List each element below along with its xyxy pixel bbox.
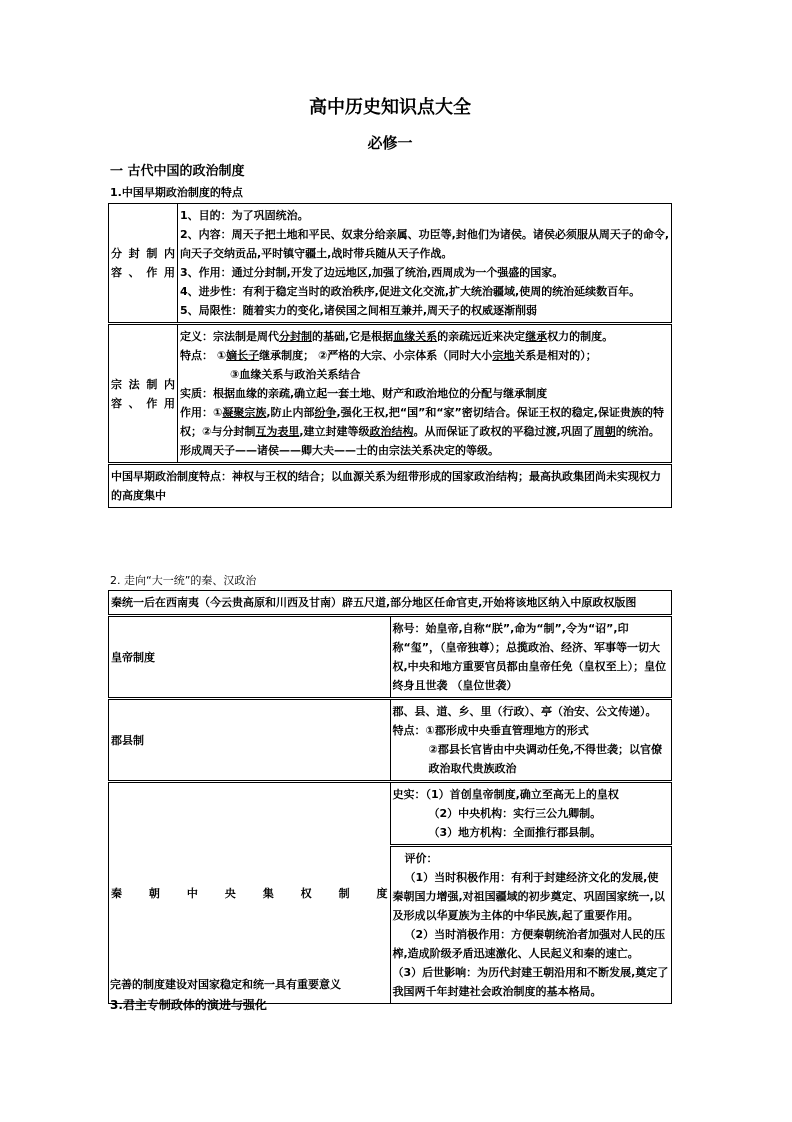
section-heading-1: 一 古代中国的政治制度 [110,164,245,179]
qin-fact-line: （3）地方机构：全面推行郡县制。 [428,826,602,839]
zongfa-essence: 实质：根据血缘的亲疏,确立起一套土地、财产和政治地位的分配与继承制度 [180,387,548,400]
fengjian-item: 2、内容：周天子把土地和平民、奴隶分给亲属、功臣等,封他们为诸侯。诸侯必须服从周天子的命令,向天子交纳贡品,平时镇守疆土,战时带兵随从天子作战。 [180,228,670,260]
text-span: 关系是相对的）； [514,349,597,362]
zongfa-role [180,403,669,460]
junxian-content [390,699,672,782]
junxian-line: 特点：①郡形成中央垂直管理地方的形式 [392,724,589,737]
section-heading-1-3: 3.君主专制政体的演进与强化 [110,998,267,1012]
text-span: 的亲疏远近来决定 [437,330,526,343]
table-row [109,324,672,464]
evaluation-line: （1）当时积极作用：有利于封建经济文化的发展,使秦朝国力增强,对祖国疆域的初步奠定、巩固国家统一,以及形成以华夏族为主体的中华民族,起了重要作用。 [392,871,665,922]
fengjian-content [178,204,672,324]
table-row [109,699,672,782]
early-politics-table [108,203,672,508]
page-title: 高中历史知识点大全 [309,97,471,118]
page-subtitle: 必修一 [367,134,413,152]
fengjian-item: 3、作用：通过分封制,开发了边远地区,加强了统治,西周成为一个强盛的国家。 [180,266,564,279]
fengjian-label: 分封制内容、作用 [109,204,178,324]
qin-fact-line: 史实：（1）首创皇帝制度,确立至高无上的皇权 [392,788,619,801]
underlined-term: 继承 [525,330,548,343]
text-span: 作用：① [180,406,223,419]
underlined-term: 分封制 [279,330,312,343]
zongfa-features [180,346,669,365]
table-row [109,204,672,324]
section-heading-1-1: 1.中国早期政治制度的特点 [110,186,243,199]
qin-han-table [108,590,672,1004]
text-span: ,强化王权,把“国”和“家”密切结合。保证王权的稳定,保证贵族的特权；②与分封制 [180,406,664,438]
text-span: 继承制度； ②严格的大宗、小宗体系（同时大小 [259,349,493,362]
underlined-term: 血缘关系 [393,330,438,343]
zongfa-label: 宗法制内容、作用 [109,324,178,464]
text-span: 权力的制度。 [547,330,614,343]
underlined-term: 互为表里 [255,425,300,438]
table-row [109,616,672,699]
text-span: 定义：宗法制是周代 [180,330,279,343]
text-span: ,防止内部 [266,406,315,419]
qin-central-evaluation [390,846,672,1004]
table-row [109,782,672,846]
underlined-term: 纷争 [314,406,337,419]
text-span: 的统治。形成周天子——诸侯——卿大夫——士的由宗法关系决定的等级。 [180,425,660,457]
evaluation-line: （2）当时消极作用：方便秦朝统治者加强对人民的压榨,造成阶级矛盾迅速激化、人民起义和秦的速亡。 [392,928,666,960]
junxian-line: ②郡县长官皆由中央调动任免,不得世袭；以官僚政治取代贵族政治 [428,743,662,775]
table-row [109,464,672,508]
underlined-term: 嫡长子 [226,349,260,362]
text-span: 。从而保证了政权的平稳过渡,巩固了 [413,425,594,438]
zongfa-definition [180,327,669,346]
huangdi-content: 称号：始皇帝,自称“朕”,命为“制”,令为“诏”,印称“玺”，（皇帝独尊）；总揽政治、经济、军事等一切大权,中央和地方重要官员都由皇帝任免（皇权至上）；皇位终身且世袭 （皇位世袭） [390,616,672,699]
table-row [109,591,672,616]
fengjian-item: 1、目的：为了巩固统治。 [180,209,309,222]
underlined-term: 周朝 [593,425,616,438]
text-span: 特点： ① [180,349,227,362]
zongfa-features-2: ③血缘关系与政治关系结合 [230,368,361,381]
fengjian-item: 4、进步性：有利于稳定当时的政治秩序,促进文化交流,扩大统治疆域,使周的统治延续数百年。 [180,285,641,298]
early-politics-summary: 中国早期政治制度特点：神权与王权的结合；以血源关系为纽带形成的国家政治结构；最高执政集团尚未实现权力的高度集中 [109,464,672,508]
huangdi-label: 皇帝制度 [109,616,391,699]
qin-fact-line: （2）中央机构：实行三公九卿制。 [428,807,602,820]
section-heading-1-2: 2. 走向“大一统”的秦、汉政治 [110,574,257,587]
text-span: ,建立封建等级 [299,425,370,438]
fengjian-item: 5、局限性：随着实力的变化,诸侯国之间相互兼并,周天子的权威逐渐削弱 [180,304,538,317]
underlined-term: 政治结构 [369,425,414,438]
evaluation-line: （3）后世影响：为历代封建王朝沿用和不断发展,奠定了我国两千年封建社会政治制度的基本格局。 [392,966,669,998]
text-span: 的基础,它是根据 [312,330,394,343]
qin-central-label: 秦朝中央集权制度 [109,782,391,1004]
evaluation-title: 评价： [404,852,438,865]
qin-central-facts [390,782,672,846]
junxian-line: 郡、县、道、乡、里（行政）、亭（治安、公文传递）。 [392,705,657,718]
junxian-label: 郡县制 [109,699,391,782]
underlined-term: 凝聚宗族 [222,406,267,419]
qin-intro: 秦统一后在西南夷（今云贵高原和川西及甘南）辟五尺道,部分地区任命官吏,开始将该地区纳入中原政权版图 [109,591,672,616]
underlined-term: 宗地 [492,349,515,362]
zongfa-content [178,324,672,464]
after-table-note: 完善的制度建设对国家稳定和统一具有重要意义 [110,978,341,991]
